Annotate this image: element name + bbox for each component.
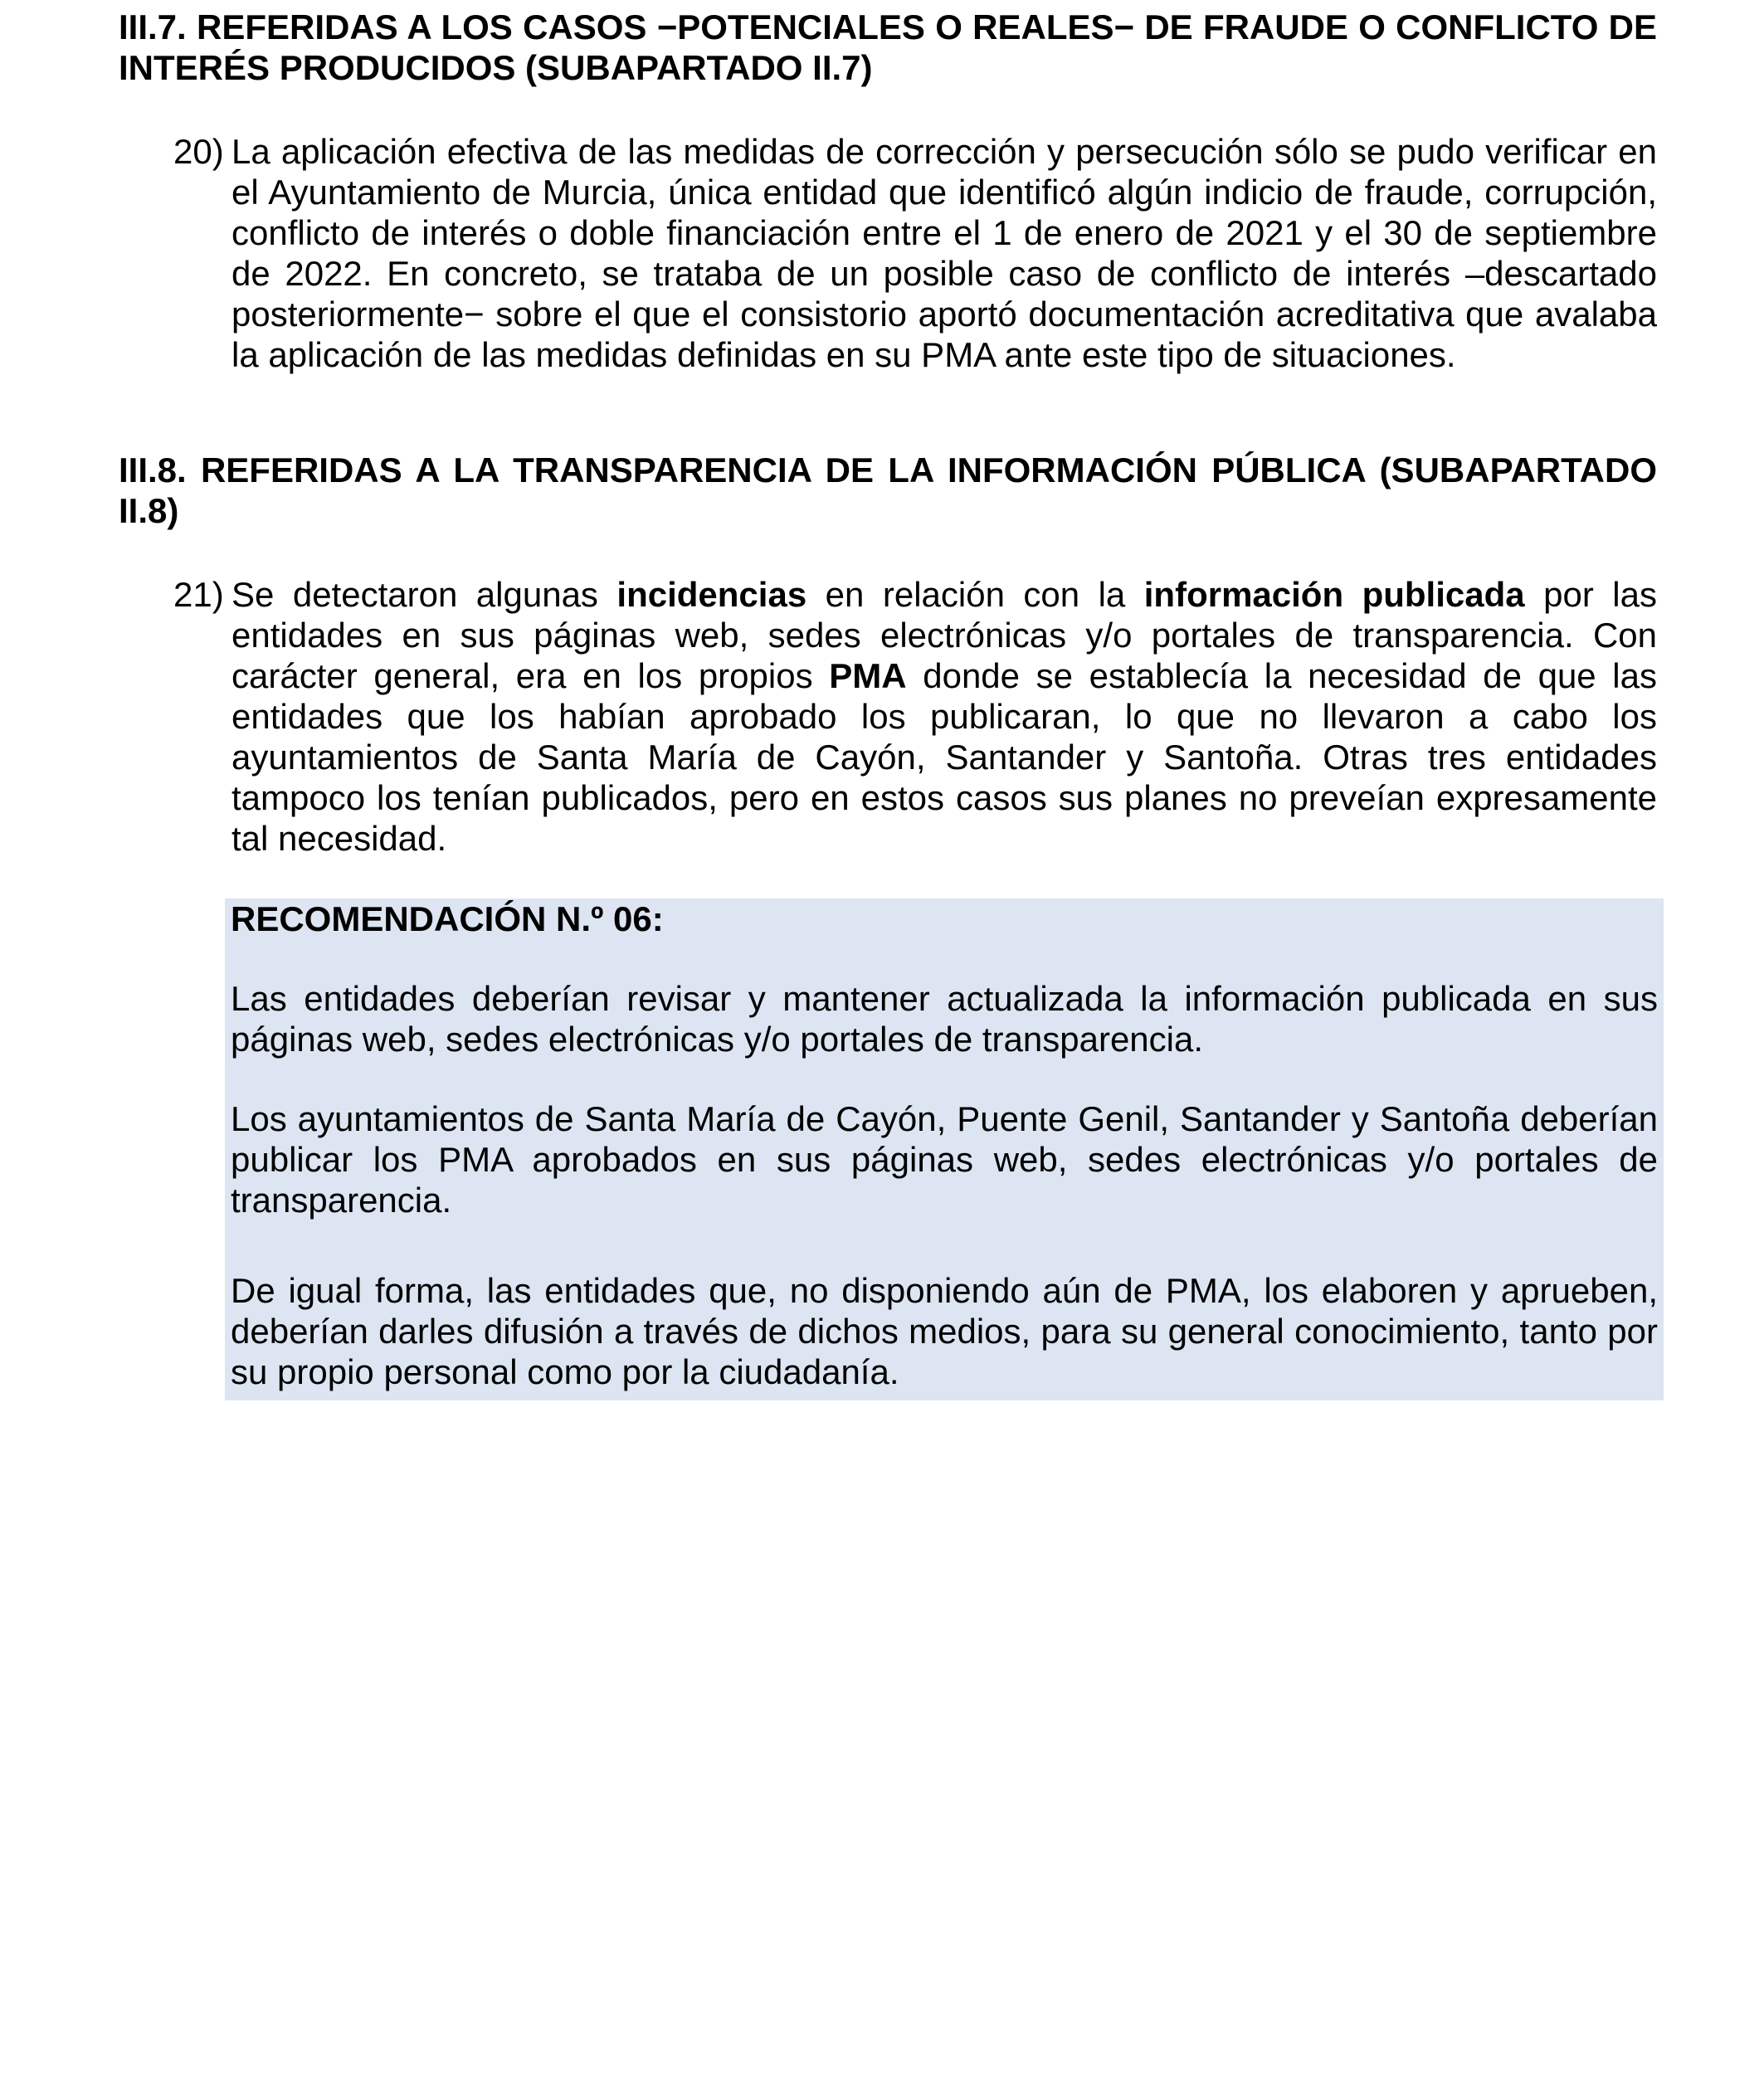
section-heading-iii-8: III.8. REFERIDAS A LA TRANSPARENCIA DE LA INFORMACIÓN PÚBLICA (SUBAPARTADO II.8) <box>119 450 1657 530</box>
section-heading-iii-7: III.7. REFERIDAS A LOS CASOS −POTENCIALES O REALES− DE FRAUDE O CONFLICTO DE INTERÉS PRODUCIDOS (SUBAPARTADO II.7) <box>119 7 1657 87</box>
item-number: 21) <box>173 575 224 614</box>
recommendation-title: RECOMENDACIÓN N.º 06: <box>231 899 664 938</box>
item-number: 20) <box>173 132 224 171</box>
text-run: en relación con la <box>806 575 1144 614</box>
item-text: La aplicación efectiva de las medidas de corrección y persecución sólo se pudo verificar en el Ayuntamiento de Murcia, única entidad que identificó algún indicio de fraude, corrupción, conflicto de interés o doble financiación entre el 1 de enero de 2021 y el 30 de septiembre de 2022. En concreto, se trataba de un posible caso de conflicto de interés –descartado posteriormente− sobre el que el consistorio aportó documentación acreditativa que avalaba la aplicación de las medidas definidas en su PMA ante este tipo de situaciones. <box>231 132 1657 374</box>
item-text <box>231 574 1657 859</box>
bold-text-run: PMA <box>829 656 907 695</box>
list-item-20 <box>119 131 1657 375</box>
recommendation-box <box>225 898 1664 1400</box>
list-item-21 <box>119 574 1657 859</box>
recommendation-paragraph: Las entidades deberían revisar y mantener actualizada la información publicada en sus páginas web, sedes electrónicas y/o portales de transparencia. <box>231 979 1658 1059</box>
text-run: por las entidades en sus páginas web, sedes electrónicas y/o portales de transparencia. Con carácter general, era en los propios <box>231 575 1657 695</box>
recommendation-paragraph: De igual forma, las entidades que, no disponiendo aún de PMA, los elaboren y aprueben, deberían darles difusión a través de dichos medios, para su general conocimiento, tanto por su propio personal como por la ciudadanía. <box>231 1271 1658 1391</box>
text-run: Se detectaron algunas <box>231 575 617 614</box>
bold-text-run: información publicada <box>1143 575 1525 614</box>
recommendation-paragraph: Los ayuntamientos de Santa María de Cayón, Puente Genil, Santander y Santoña deberían publicar los PMA aprobados en sus páginas web, sedes electrónicas y/o portales de transparencia. <box>231 1099 1658 1220</box>
bold-text-run: incidencias <box>616 575 807 614</box>
document-page <box>119 0 1657 1400</box>
text-run: donde se establecía la necesidad de que las entidades que los habían aprobado los publicaran, lo que no llevaron a cabo los ayuntamientos de Santa María de Cayón, Santander y Santoña. Otras tres entidades tampoco los tenían publicados, pero en estos casos sus planes no preveían expresamente tal necesidad. <box>231 656 1657 858</box>
